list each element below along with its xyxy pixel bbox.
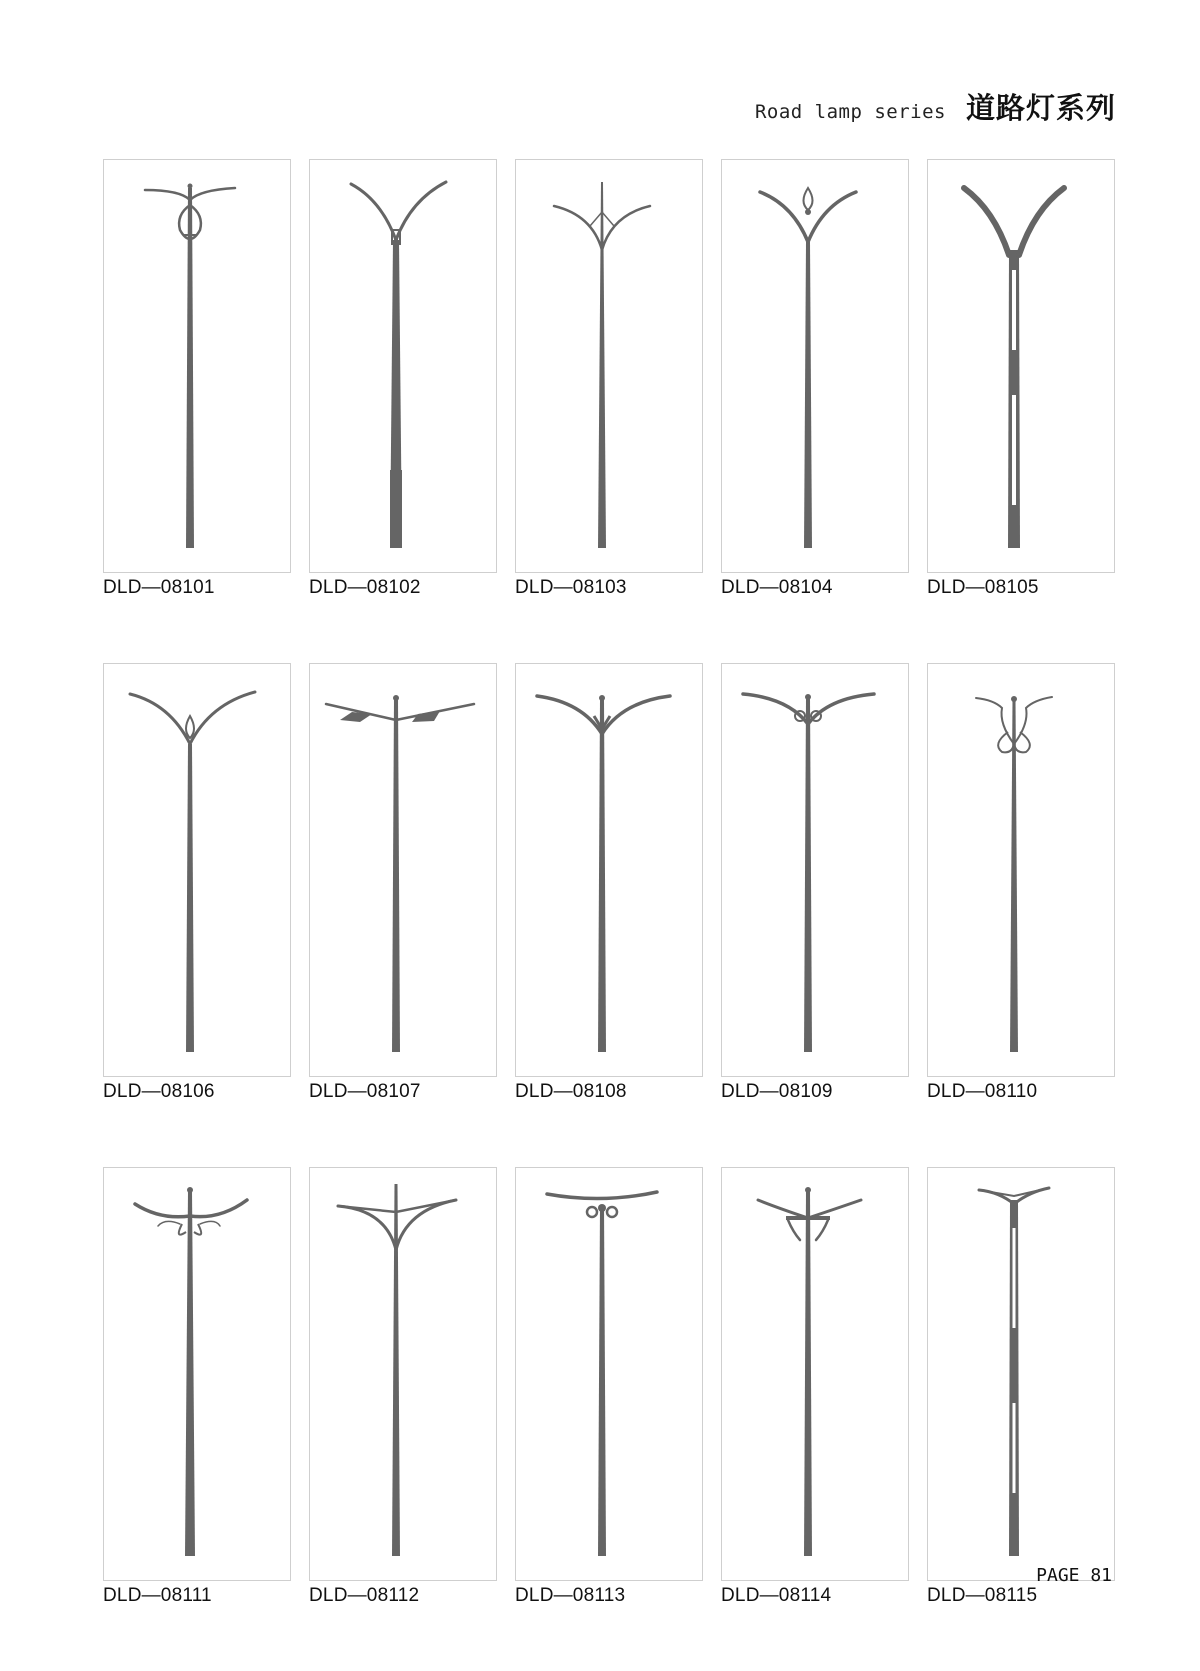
product-card[interactable] bbox=[309, 663, 497, 1105]
series-title-cn: 道路灯系列 bbox=[965, 91, 1116, 125]
product-card[interactable] bbox=[103, 1167, 291, 1609]
product-code: DLD—08104 bbox=[721, 577, 833, 598]
product-code: DLD—08110 bbox=[927, 1081, 1038, 1102]
product-code: DLD—08114 bbox=[721, 1585, 832, 1606]
lamp-pole-icon bbox=[104, 160, 290, 572]
product-card[interactable] bbox=[103, 663, 291, 1105]
lamp-pole-illustration bbox=[721, 1167, 909, 1581]
product-card[interactable] bbox=[927, 1167, 1115, 1609]
lamp-pole-icon bbox=[928, 664, 1114, 1076]
lamp-pole-illustration bbox=[721, 663, 909, 1077]
lamp-pole-illustration bbox=[103, 1167, 291, 1581]
product-card[interactable] bbox=[515, 1167, 703, 1609]
lamp-pole-icon bbox=[722, 160, 908, 572]
page-header bbox=[755, 86, 1116, 127]
product-code: DLD—08102 bbox=[309, 577, 421, 598]
product-code: DLD—08115 bbox=[927, 1585, 1038, 1606]
lamp-pole-icon bbox=[516, 664, 702, 1076]
lamp-pole-illustration bbox=[309, 159, 497, 573]
product-code: DLD—08107 bbox=[309, 1081, 421, 1102]
product-card[interactable] bbox=[927, 159, 1115, 601]
lamp-pole-icon bbox=[722, 1168, 908, 1580]
product-card[interactable] bbox=[309, 159, 497, 601]
lamp-pole-illustration bbox=[309, 663, 497, 1077]
lamp-pole-icon bbox=[104, 1168, 290, 1580]
product-code: DLD—08113 bbox=[515, 1585, 626, 1606]
product-code: DLD—08112 bbox=[309, 1585, 420, 1606]
lamp-pole-icon bbox=[516, 1168, 702, 1580]
product-card[interactable] bbox=[721, 1167, 909, 1609]
series-title-en: Road lamp series bbox=[754, 101, 946, 123]
lamp-pole-icon bbox=[928, 1168, 1114, 1580]
lamp-pole-illustration bbox=[515, 1167, 703, 1581]
product-code: DLD—08105 bbox=[927, 577, 1039, 598]
lamp-pole-illustration bbox=[103, 663, 291, 1077]
lamp-pole-illustration bbox=[309, 1167, 497, 1581]
product-card[interactable] bbox=[721, 663, 909, 1105]
lamp-pole-icon bbox=[104, 664, 290, 1076]
lamp-pole-icon bbox=[516, 160, 702, 572]
lamp-pole-icon bbox=[722, 664, 908, 1076]
lamp-pole-illustration bbox=[515, 159, 703, 573]
product-code: DLD—08101 bbox=[103, 577, 215, 598]
product-row bbox=[103, 1167, 1115, 1609]
product-card[interactable] bbox=[515, 663, 703, 1105]
product-code: DLD—08106 bbox=[103, 1081, 215, 1102]
product-grid bbox=[103, 159, 1115, 1671]
product-card[interactable] bbox=[927, 663, 1115, 1105]
product-row bbox=[103, 159, 1115, 601]
lamp-pole-illustration bbox=[103, 159, 291, 573]
product-code: DLD—08109 bbox=[721, 1081, 833, 1102]
product-row bbox=[103, 663, 1115, 1105]
product-card[interactable] bbox=[515, 159, 703, 601]
product-card[interactable] bbox=[309, 1167, 497, 1609]
lamp-pole-icon bbox=[928, 160, 1114, 572]
page-number: PAGE 81 bbox=[1036, 1565, 1112, 1586]
product-code: DLD—08111 bbox=[103, 1585, 212, 1606]
product-card[interactable] bbox=[103, 159, 291, 601]
lamp-pole-illustration bbox=[721, 159, 909, 573]
product-card[interactable] bbox=[721, 159, 909, 601]
product-code: DLD—08108 bbox=[515, 1081, 627, 1102]
lamp-pole-illustration bbox=[927, 1167, 1115, 1581]
lamp-pole-illustration bbox=[515, 663, 703, 1077]
lamp-pole-icon bbox=[310, 664, 496, 1076]
lamp-pole-illustration bbox=[927, 159, 1115, 573]
lamp-pole-icon bbox=[310, 160, 496, 572]
product-code: DLD—08103 bbox=[515, 577, 627, 598]
lamp-pole-illustration bbox=[927, 663, 1115, 1077]
lamp-pole-icon bbox=[310, 1168, 496, 1580]
